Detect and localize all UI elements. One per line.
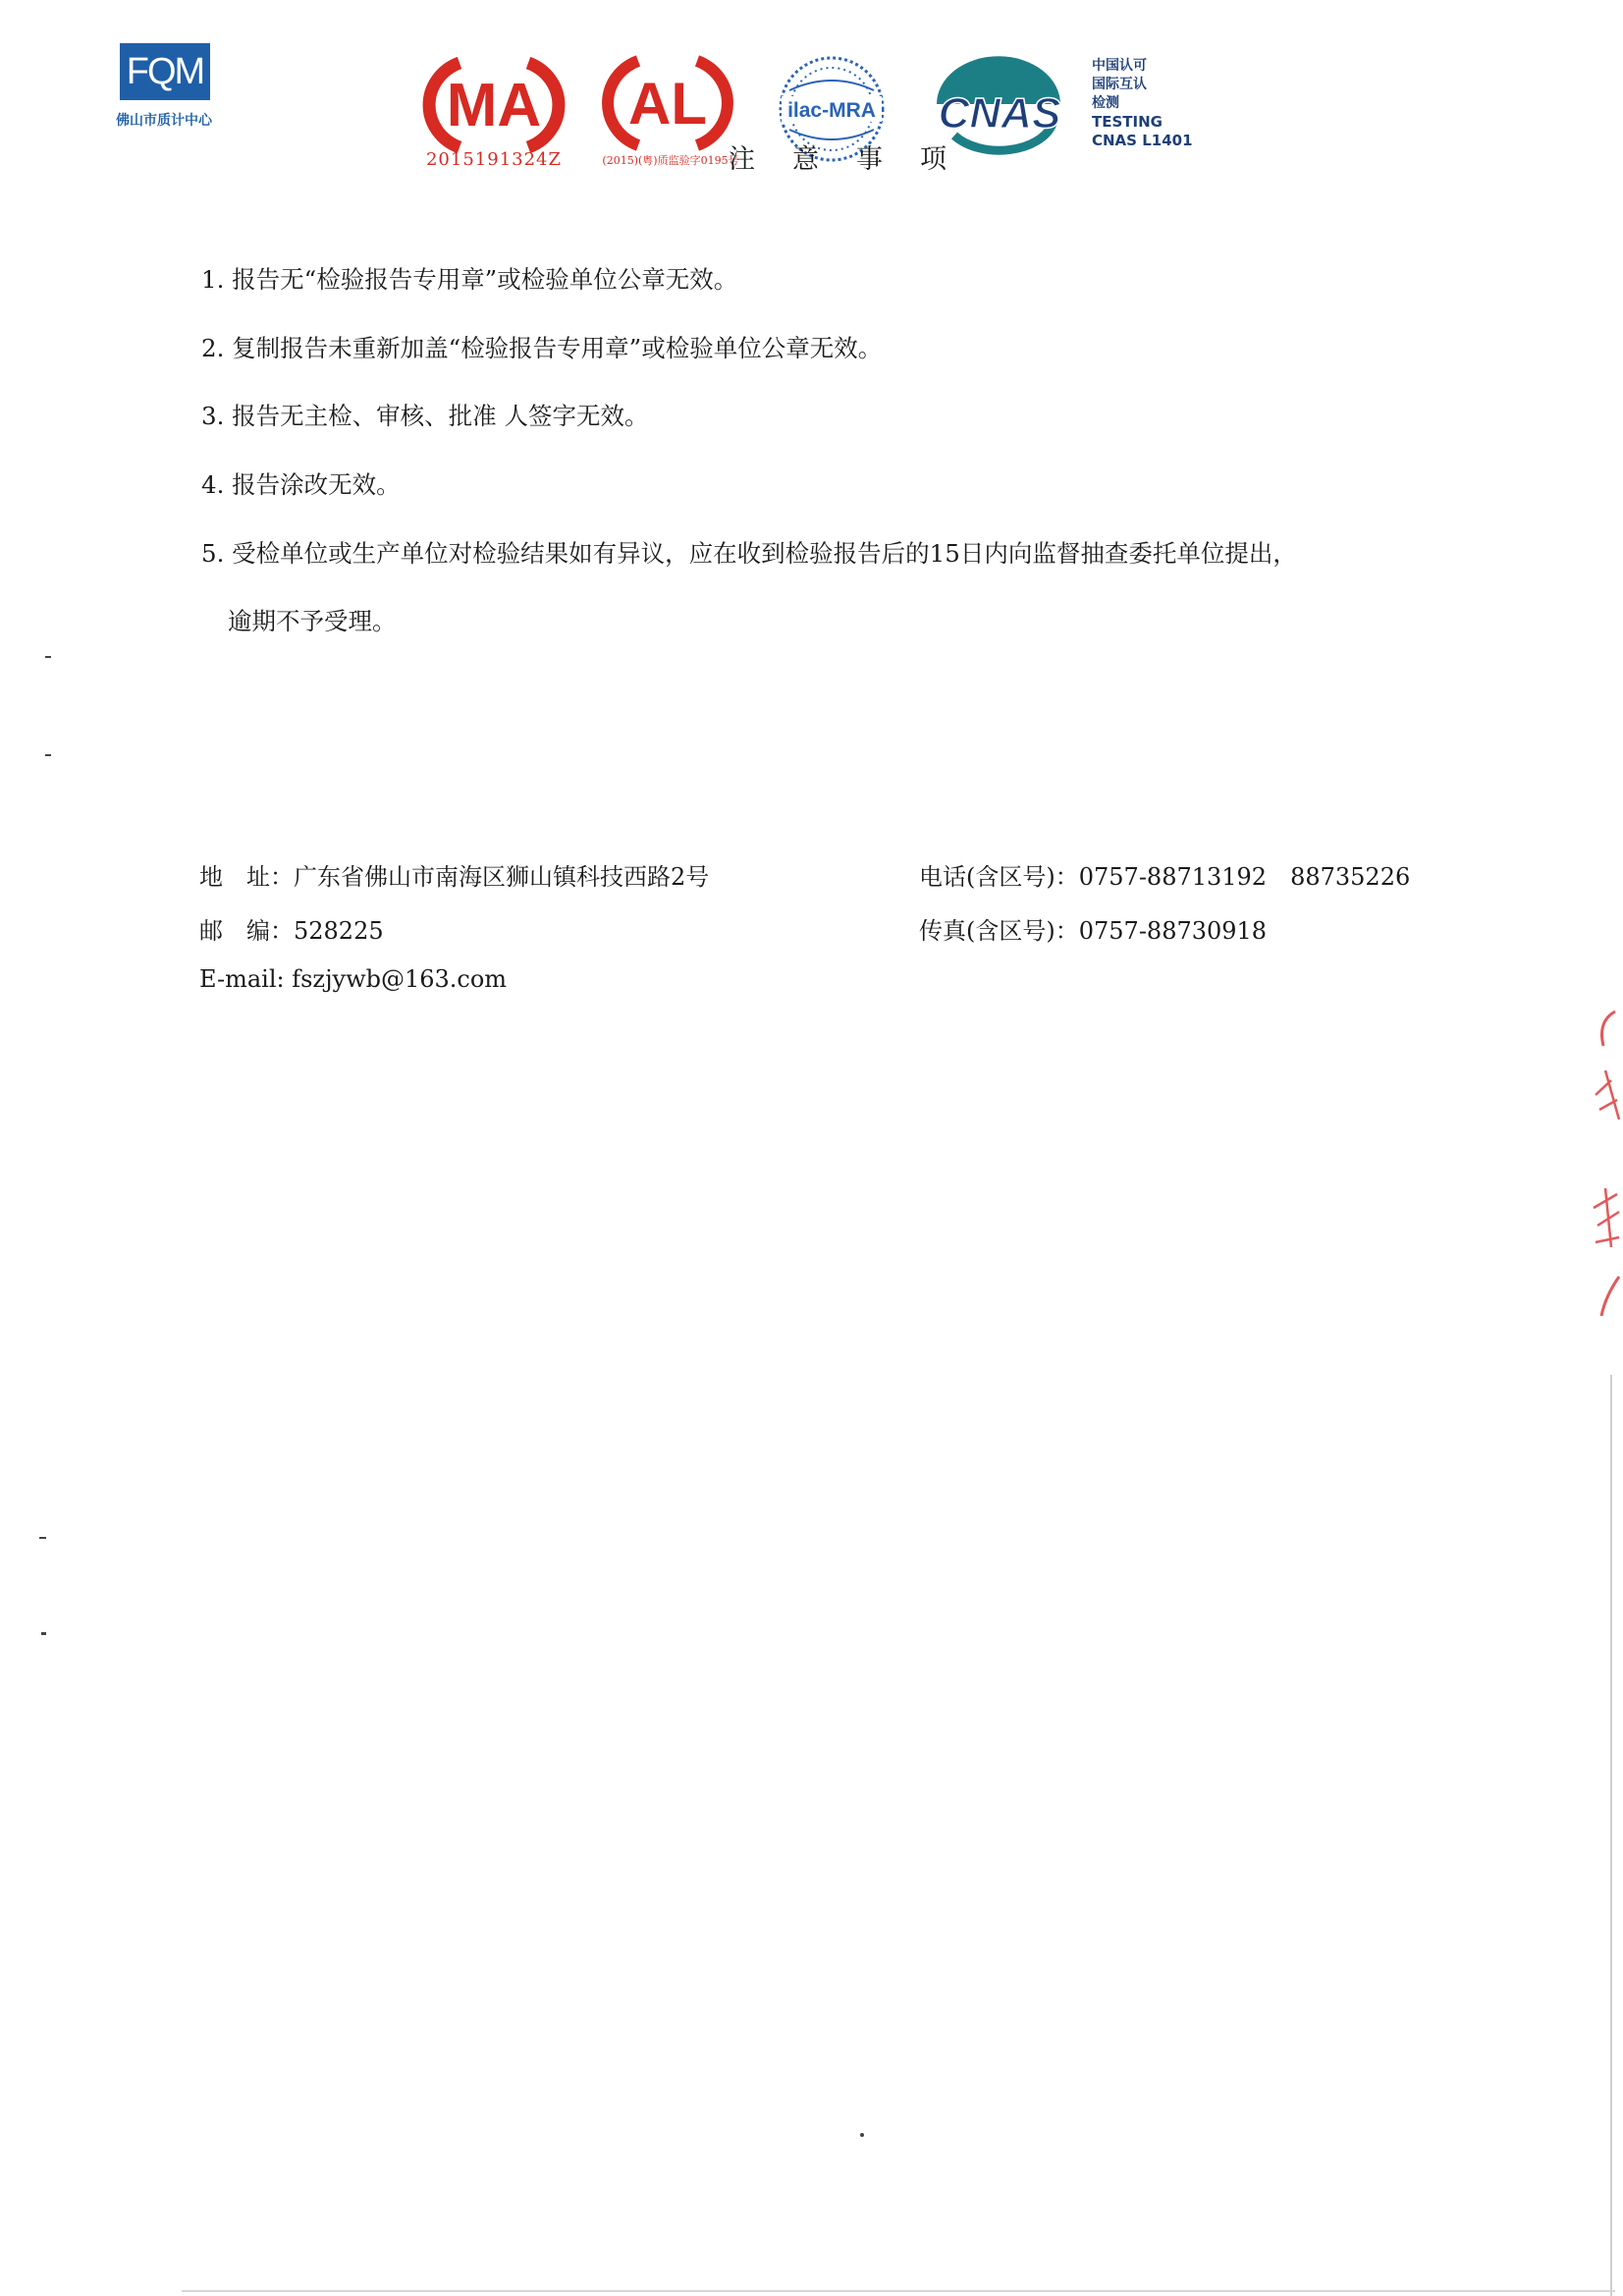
- cal-logo-letters: AL: [628, 71, 707, 137]
- postcode-label: 邮 编：: [199, 917, 294, 945]
- email-label: E-mail:: [199, 965, 285, 993]
- phone-label: 电话(含区号)：: [919, 863, 1079, 891]
- phone-row: [919, 857, 1410, 892]
- fax-row: [919, 911, 1267, 946]
- notice-item-2: 2. 复制报告未重新加盖“检验报告专用章”或检验单位公章无效。: [201, 334, 883, 362]
- cal-logo: [599, 49, 736, 157]
- ilac-mra-logo-letters: ilac-MRA: [787, 99, 876, 122]
- fax-label: 传真(含区号)：: [919, 917, 1079, 945]
- email-value[interactable]: fszjywb@163.com: [292, 965, 508, 993]
- cma-logo: [420, 51, 568, 159]
- phone-value: 0757-88713192 88735226: [1078, 863, 1411, 891]
- scan-mark: [41, 1632, 46, 1635]
- address-row: [199, 857, 709, 892]
- cnas-logo-letters: CNAS: [938, 89, 1061, 137]
- address-label: 地 址：: [199, 863, 294, 891]
- red-seal-edge: [1576, 1002, 1623, 1326]
- cnas-cn-line-1: 中国认可: [1092, 58, 1147, 74]
- cma-certificate-number: 2015191324Z: [425, 149, 563, 170]
- notice-item-4: 4. 报告涂改无效。: [201, 470, 401, 499]
- scan-mark: [45, 656, 51, 658]
- fqm-organization-name: 佛山市质计中心: [116, 113, 212, 129]
- postcode-value: 528225: [294, 917, 384, 945]
- scan-edge-line: [182, 2290, 1615, 2292]
- notice-item-5-continuation: 逾期不予受理。: [228, 607, 397, 635]
- address-value: 广东省佛山市南海区狮山镇科技西路2号: [294, 863, 710, 891]
- postcode-row: [199, 911, 384, 946]
- scan-mark: [45, 754, 51, 756]
- cnas-accreditation-text: [1092, 57, 1193, 150]
- email-row: [199, 965, 507, 993]
- fax-value: 0757-88730918: [1078, 917, 1268, 945]
- notice-item-1: 1. 报告无“检验报告专用章”或检验单位公章无效。: [201, 265, 738, 294]
- scan-edge-line: [1610, 1375, 1612, 2296]
- notice-item-5: 5. 受检单位或生产单位对检验结果如有异议，应在收到检验报告后的15日内向监督抽查委托单位提出，: [201, 539, 1297, 568]
- cal-certificate-number: (2015)(粤)质监验字0195号: [602, 154, 739, 167]
- cnas-cn-line-3: 检测: [1092, 95, 1119, 111]
- cma-logo-letters: MA: [446, 72, 542, 139]
- fqm-logo-mark: FQM: [120, 43, 210, 100]
- cnas-testing-label: TESTING: [1092, 113, 1163, 131]
- notice-item-3: 3. 报告无主检、审核、批准 人签字无效。: [201, 402, 649, 430]
- scan-mark: [860, 2133, 864, 2137]
- notice-title: 注意事项: [729, 144, 984, 175]
- cnas-accreditation-code: CNAS L1401: [1092, 132, 1193, 149]
- cnas-cn-line-2: 国际互认: [1092, 77, 1147, 92]
- scan-mark: [39, 1537, 46, 1539]
- fqm-logo: [116, 43, 226, 130]
